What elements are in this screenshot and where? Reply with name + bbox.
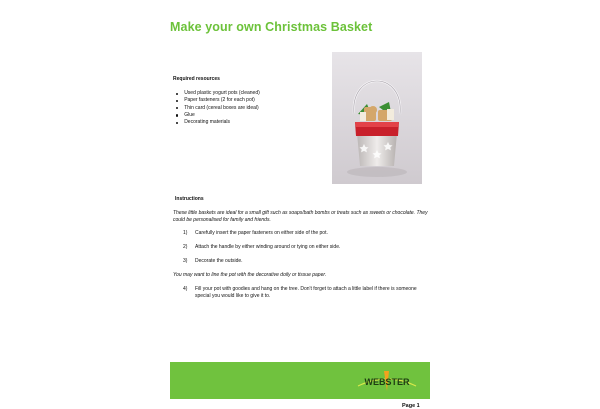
tip-text: You may want to line the pot with the decorative doily or tissue paper. — [173, 272, 327, 278]
bullet-icon — [176, 93, 178, 95]
step-4 — [183, 286, 428, 299]
step-number: 4) — [183, 286, 188, 292]
step-3 — [183, 258, 428, 265]
resources-heading: Required resources — [173, 76, 220, 82]
list-item-text: Glue — [184, 111, 195, 118]
step-text: Fill your pot with goodies and hang on the tree. Don't forget to attach a little label if there is someone special you would like to give it to. — [195, 286, 417, 299]
logo-text: WEBSTER — [364, 377, 410, 387]
instructions-intro: These little baskets are ideal for a small gift such as soaps/bath bombs or treats such as sweets or chocolate. They could be personalised for family and friends. — [173, 210, 428, 223]
bullet-icon — [176, 122, 178, 124]
resources-list — [176, 90, 260, 126]
list-item — [176, 97, 260, 104]
bullet-icon — [176, 107, 178, 109]
list-item — [176, 112, 260, 119]
step-text: Carefully insert the paper fasteners on either side of the pot. — [195, 230, 328, 236]
page-number: Page 1 — [402, 403, 420, 409]
step-number: 2) — [183, 244, 188, 250]
list-item-text: Thin card (cereal boxes are ideal) — [184, 104, 259, 111]
list-item-text: Paper fasteners (2 for each pot) — [184, 97, 255, 104]
step-text: Decorate the outside. — [195, 258, 243, 264]
bullet-icon — [176, 114, 178, 116]
list-item — [176, 90, 260, 97]
document-page — [170, 18, 430, 409]
instructions-heading: Instructions — [175, 196, 204, 202]
basket-illustration — [332, 52, 422, 184]
basket-photo — [332, 52, 422, 184]
page-title: Make your own Christmas Basket — [170, 20, 373, 34]
list-item-text: Used plastic yogurt pots (cleaned) — [184, 90, 260, 96]
step-2 — [183, 244, 428, 251]
list-item-text: Decorating materials — [184, 119, 231, 126]
step-1 — [183, 230, 428, 237]
webster-logo — [356, 368, 418, 394]
list-item — [176, 105, 260, 112]
logo-graphic — [356, 368, 418, 394]
step-number: 1) — [183, 230, 188, 236]
bullet-icon — [176, 100, 178, 102]
step-text: Attach the handle by either winding around or tying on either side. — [195, 244, 341, 250]
step-number: 3) — [183, 258, 188, 264]
list-item — [176, 119, 260, 126]
